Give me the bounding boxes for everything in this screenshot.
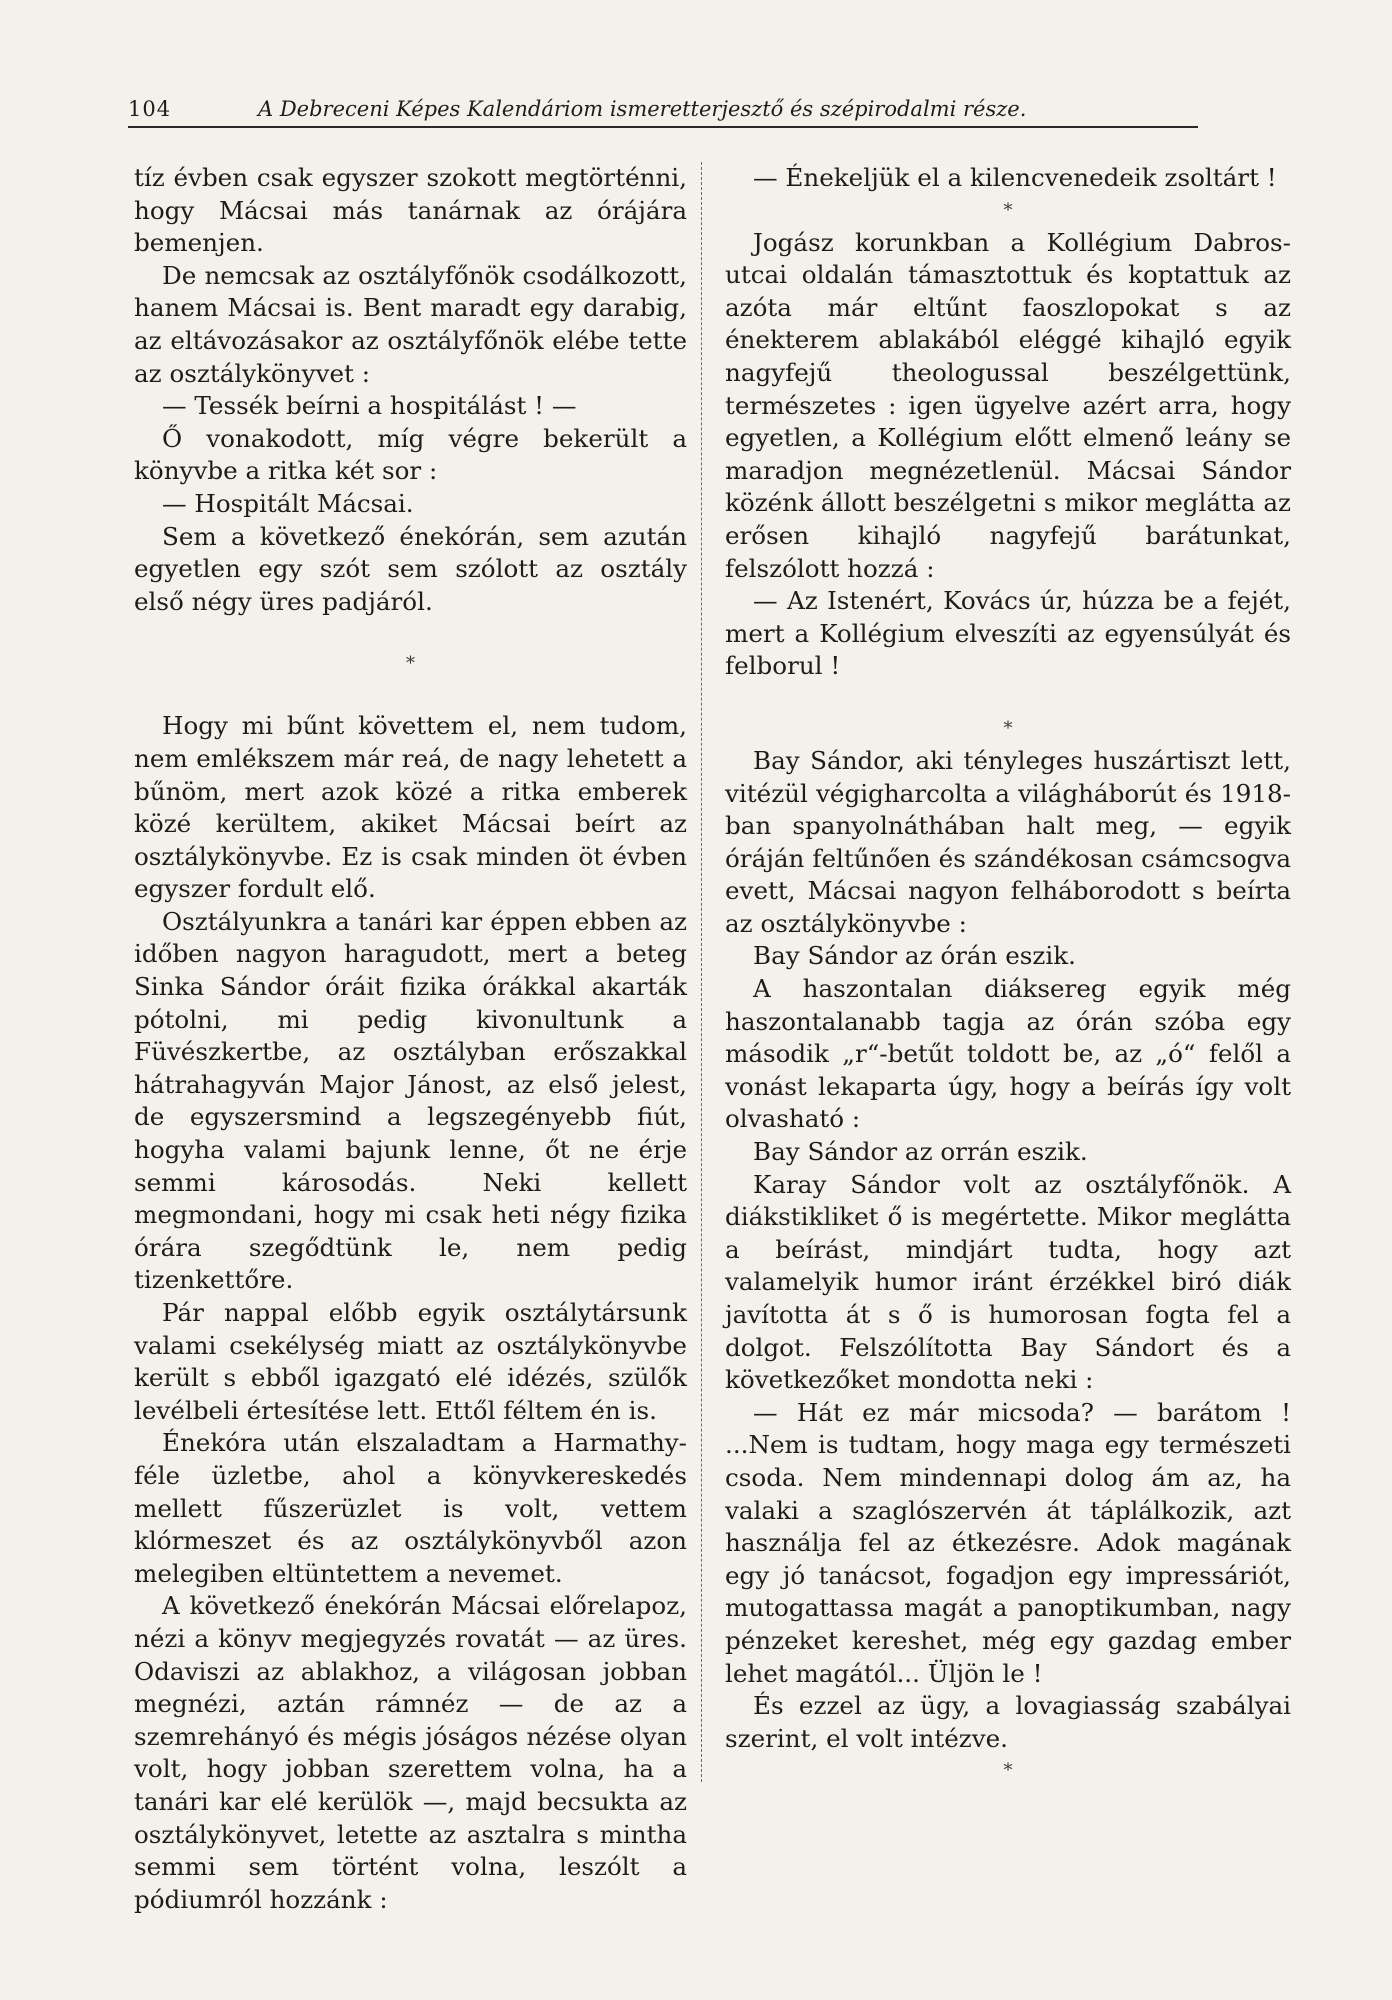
paragraph: Osztályunkra a tanári kar éppen ebben az időben nagyon haragudott, mert a beteg Sinka Sándor óráit fizika órákkal akarták pótolni, mi pedig kivonultunk a Füvészkertbe, az osztályban erőszakkal hátrahagyván Major Jánost, az első jelest, de egyszersmind a legszegényebb fiút, hogyha valami bajunk lenne, őt ne érje semmi károsodás. Neki kellett megmondani, hogy mi csak heti négy fizika órára szegődtünk le, nem pedig tizenkettőre. — [134, 906, 687, 1295]
paragraph: Énekóra után elszaladtam a Harmathy-féle üzletbe, ahol a könyvkereskedés mellett fűszerüzlet is volt, vettem klórmeszet és az osztálykönyvből azon melegiben eltüntettem a nevemet. — [134, 1428, 687, 1588]
paragraph: A következő énekórán Mácsai előrelapoz, nézi a könyv megjegyzés rovatát — az üres. Odaviszi az ablakhoz, a világosan jobban megnézi, aztán rámnéz — de az a szemrehányó és mégis jóságos nézése olyan volt, hogy jobban szerettem volna, ha a tanári kar elé kerülök —, majd becsukta az osztálykönyvet, letette az asztalra s mintha semmi sem történt volna, leszólt a pódiumról hozzánk : — [134, 1591, 687, 1914]
dialogue-line: — Énekeljük el a kilencvenedeik zsoltárt ! — [753, 163, 1277, 192]
paragraph: A haszontalan diáksereg egyik még haszontalanabb tagja az órán szóba egy második „r“-betűt toldott be, az „ó“ felől a vonást lekaparta úgy, hogy a beírás így volt olvasható : — [725, 974, 1291, 1134]
paragraph: Sem a következő énekórán, sem azután egyetlen egy szót sem szólott az osztály első négy üres padjáról. — [134, 521, 687, 616]
spacer — [134, 680, 687, 710]
page-number: 104 — [128, 97, 172, 121]
paragraph: És ezzel az ügy, a lovagiasság szabályai szerint, el volt intézve. — [725, 1691, 1291, 1753]
paragraph: Ő vonakodott, míg végre bekerült a könyvbe a ritka két sor : — [134, 423, 687, 486]
spacer — [725, 683, 1291, 713]
dialogue-line: — Hospitált Mácsai. — [162, 488, 414, 518]
section-separator: * — [406, 653, 415, 675]
section-separator: * — [1003, 1760, 1013, 1782]
paragraph: Karay Sándor volt az osztályfőnök. A diákstikliket ő is megértette. Mikor meglátta a beírást, mindjárt tudta, hogy azt valamelyik humor iránt érzékkel biró diák javította át s ő is humorosan fogta fel a dolgot. Felszólította Bay Sándort és a következőket mondotta neki : — [725, 1169, 1291, 1395]
quoted-entry: Bay Sándor az órán eszik. — [753, 941, 1076, 971]
paragraph: De nemcsak az osztályfőnök csodálkozott, hanem Mácsai is. Bent maradt egy darabig, az eltávozásakor az osztályfőnök elébe tette az osztálykönyvet : — [134, 260, 687, 388]
column-divider — [701, 162, 702, 1782]
paragraph: Pár nappal előbb egyik osztálytársunk valami csekélység miatt az osztálykönyvbe került s ebből igazgató elé idézés, szülők levélbeli értesítése lett. Ettől féltem én is. — [134, 1298, 687, 1425]
running-header — [128, 96, 1198, 128]
section-separator: * — [1003, 199, 1013, 221]
running-title: A Debreceni Képes Kalendáriom ismeretterjesztő és szépirodalmi része. — [258, 97, 1027, 121]
spacer — [134, 618, 687, 648]
right-column — [725, 162, 1291, 1787]
dialogue-line: — Tessék beírni a hospitálást ! — — [162, 391, 577, 421]
paragraph: Hogy mi bűnt követtem el, nem tudom, nem emlékszem már reá, de nagy lehetett a bűnöm, mert azok közé a ritka emberek közé kerültem, akiket Mácsai beírt az osztálykönyvbe. Ez is csak minden öt évben egyszer fordult elő. — [134, 711, 687, 904]
dialogue-line: — Hát ez már micsoda? — barátom ! ...Nem is tudtam, hogy maga egy természeti csoda. Nem mindennapi dolog ám az, ha valaki a szaglószervén át táplálkozik, azt használja fel az étkezésre. Adok magának egy jó tanácsot, fogadjon egy impressáriót, mutogattassa magát a panoptikumban, nagy pénzeket kereshet, még egy gazdag ember lehet magától... Üljön le ! — [725, 1397, 1291, 1688]
paragraph: tíz évben csak egyszer szokott megtörténni, hogy Mácsai más tanárnak az órájára bemenjen. — [134, 163, 687, 258]
dialogue-line: — Az Istenért, Kovács úr, húzza be a fejét, mert a Kollégium elveszíti az egyensúlyát és felborul ! — [725, 586, 1291, 681]
paragraph: Bay Sándor, aki tényleges huszártiszt lett, vitézül végigharcolta a világháborút és 1918-ban spanyolnáthában halt meg, — egyik óráján feltűnően és szándékosan csámcsogva evett, Mácsai nagyon felháborodott s beírta az osztálykönyvbe : — [725, 745, 1291, 938]
quoted-entry: Bay Sándor az orrán eszik. — [753, 1137, 1088, 1167]
left-column — [134, 162, 687, 1916]
paragraph: Jogász korunkban a Kollégium Dabros-utcai oldalán támasztottuk és koptattuk az azóta már eltűnt faoszlopokat s az énekterem ablakából eléggé kihajló egyik nagyfejű theologussal beszélgettünk, természetes : igen ügyelve azért arra, hogy egyetlen, a Kollégium előtt elmenő leány se maradjon megnézetlenül. Mácsai Sándor közénk állott beszélgetni s mikor meglátta az erősen kihajló nagyfejű barátunkat, felszólott hozzá : — [725, 227, 1291, 583]
section-separator: * — [1003, 717, 1013, 739]
